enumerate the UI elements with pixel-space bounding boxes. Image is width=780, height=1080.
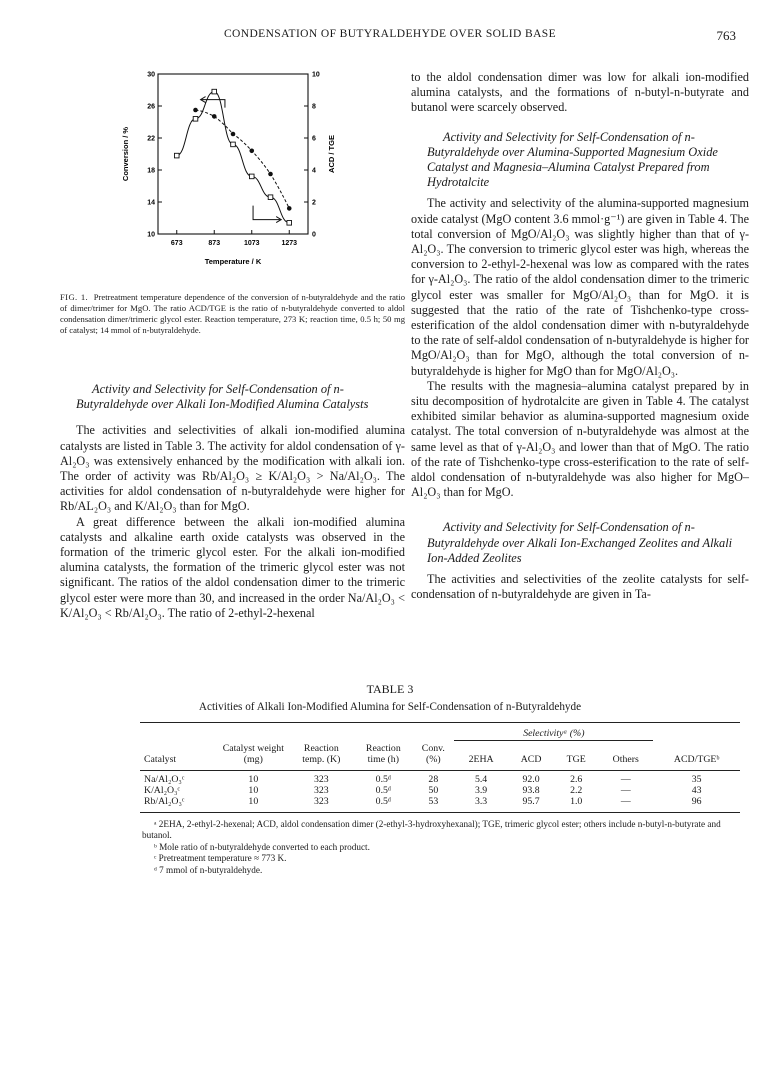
running-head: CONDENSATION OF BUTYRALDEHYDE OVER SOLID BASE — [223, 28, 556, 40]
table-cell: 323 — [313, 774, 329, 785]
table-3-grid — [140, 727, 740, 813]
column-header: Catalyst weight (mg) — [222, 743, 284, 765]
conversion-point — [231, 132, 236, 137]
paragraph: The results with the magnesia–alumina catalyst prepared by in situ decomposition of hydrotalcite are given in Table 4. The catalyst exhibited similar behavior as alumina-supported magnesium oxide catalyst. The total conversion of n-butyraldehyde was almost at the same level as that of γ-Al₂O₃ and lower than that of MgO. The ratio of the rate of Tishchenko-type cross-esterification to the rate of self-aldol condensation of n-butyraldehyde was also higher for MgO–Al₂O₃ than for MgO. — [411, 378, 749, 500]
caption-label: FIG. 1. — [60, 292, 89, 302]
y-left-tick-label: 18 — [147, 167, 155, 175]
table-cell: — — [620, 785, 631, 796]
table-cell: 92.0 — [522, 774, 540, 785]
page-header — [0, 28, 780, 48]
table-cell: 0.5ᵈ — [375, 774, 391, 785]
table-row — [140, 774, 740, 785]
column-header: ACD/TGEᵇ — [673, 754, 720, 765]
table-cell: 10 — [248, 796, 259, 807]
table-title: Activities of Alkali Ion-Modified Alumina for Self-Condensation of n-Butyraldehyde — [198, 701, 582, 713]
table-cell: 50 — [428, 785, 439, 796]
table-cell: 2.6 — [570, 774, 583, 785]
table-cell: 3.9 — [474, 785, 488, 796]
column-header: 2EHA — [468, 754, 494, 765]
table-cell: 1.0 — [570, 796, 583, 807]
left-column — [60, 382, 405, 621]
conversion-point — [268, 172, 273, 177]
table-row — [140, 785, 740, 796]
x-tick-label: 873 — [208, 240, 221, 247]
table-cell: 323 — [313, 785, 329, 796]
x-tick-label: 1273 — [281, 240, 298, 247]
right-column — [411, 70, 749, 603]
y-left-tick-label: 22 — [147, 135, 155, 143]
figure-1-chart — [112, 66, 362, 281]
footnote: ᵇ Mole ratio of n-butyraldehyde converted to each product. — [154, 841, 370, 852]
table-footnotes — [140, 819, 740, 877]
y-right-tick-label: 8 — [312, 103, 316, 111]
y-left-tick-label: 30 — [147, 71, 155, 79]
selectivity-header: Selectivityᵃ (%) — [523, 727, 585, 739]
section-heading-alkali-alumina: Activity and Selectivity for Self-Condensation of n-Butyraldehyde over Alkali Ion-Modified Alumina Catalysts — [76, 382, 369, 412]
y-right-axis-label: ACD / TGE — [327, 135, 336, 173]
column-header: Reaction temp. (K) — [302, 743, 341, 765]
y-left-axis-label: Conversion / % — [121, 126, 130, 182]
table-cell: 35 — [691, 774, 702, 785]
table-cell: 10 — [248, 785, 259, 796]
table-cell: 5.4 — [474, 774, 488, 785]
column-header: Others — [612, 754, 639, 765]
table-cell: 43 — [691, 785, 702, 796]
table-cell: 323 — [313, 796, 329, 807]
ratio-point — [268, 195, 273, 200]
footnote: ᵃ 2EHA, 2-ethyl-2-hexenal; ACD, aldol condensation dimer (2-ethyl-3-hydroxyhexanal); TGE, trimeric glycol ester; others include n-butyl-n-butyrate and butanol. — [142, 818, 721, 841]
ratio-point — [212, 89, 217, 94]
ratio-point — [287, 221, 292, 226]
conversion-point — [212, 114, 217, 119]
table-cell: 0.5ᵈ — [375, 785, 391, 796]
table-cell: — — [620, 774, 631, 785]
column-header: TGE — [566, 754, 586, 765]
conversion-point — [249, 149, 254, 154]
page-number: 763 — [716, 28, 736, 43]
footnote: ᵈ 7 mmol of n-butyraldehyde. — [154, 864, 263, 875]
caption-text: Pretreatment temperature dependence of the conversion of n-butyraldehyde and the ratio of dimer/trimer for MgO. The ratio ACD/TGE is the ratio of n-butyraldehyde converted to aldol condensation dimer/trimeric glycol ester. Reaction temperature, 273 K; reaction time, 0.5 h; 50 mg of catalyst; 14 mmol of n-butyraldehyde. — [60, 292, 405, 335]
paragraph: The activities and selectivities of the zeolite catalysts for self-condensation of n-butyraldehyde are given in Ta- — [411, 572, 749, 602]
table-cell: 0.5ᵈ — [375, 796, 391, 807]
y-left-tick-label: 10 — [147, 231, 155, 239]
column-header: Conv. (%) — [421, 743, 445, 765]
y-right-tick-label: 4 — [312, 167, 316, 175]
table-cell: 93.8 — [522, 785, 540, 796]
y-right-tick-label: 0 — [312, 231, 316, 239]
table-cell: Na/Al₂O₃ᶜ — [144, 774, 185, 785]
column-header: Reaction time (h) — [365, 743, 401, 765]
figure-caption — [60, 292, 405, 336]
table-cell: 95.7 — [522, 796, 540, 807]
table-row — [140, 796, 740, 807]
x-tick-label: 1073 — [243, 240, 260, 247]
ratio-point — [249, 174, 254, 179]
conversion-point — [287, 206, 292, 211]
table-cell: 10 — [248, 774, 259, 785]
table-cell: — — [620, 796, 631, 807]
table-cell: 3.3 — [474, 796, 488, 807]
table-label: TABLE 3 — [366, 682, 414, 696]
paragraph: A great difference between the alkali ion-modified alumina catalysts and alkaline earth oxide catalysts was observed in the formation of the trimeric glycol ester. For the alkali ion-modified alumina catalysts, the formation of the trimeric glycol ester was not significant. The ratios of the aldol condensation dimer to the trimeric glycol ester were more than 30, and increased in the order Na/Al₂O₃ < K/Al₂O₃ < Rb/Al₂O₃. The ratio of 2-ethyl-2-hexenal — [60, 514, 405, 620]
y-right-tick-label: 6 — [312, 135, 316, 143]
y-left-tick-label: 26 — [147, 103, 155, 111]
ratio-point — [231, 142, 236, 147]
table-cell: 53 — [428, 796, 439, 807]
x-axis-label: Temperature / K — [204, 257, 262, 266]
table-cell: 2.2 — [570, 785, 583, 796]
section-heading-mgo-alumina: Activity and Selectivity for Self-Condensation of n-Butyraldehyde over Alumina-Supported Magnesium Oxide Catalyst and Magnesia–Alumina Catalyst Prepared from Hydrotalcite — [427, 129, 718, 190]
table-3 — [140, 722, 740, 876]
paragraph: The activity and selectivity of the alumina-supported magnesium oxide catalyst (MgO content 3.6 mmol·g⁻¹) are given in Table 4. The total conversion of MgO/Al₂O₃ was slightly higher than that of γ-Al₂O₃. The conversion to trimeric glycol ester was high, whereas the conversion to 2-ethyl-2-hexenal was low as compared with the rates for γ-Al₂O₃. The ratio of the aldol condensation dimer to the trimeric glycol ester was smaller for MgO/Al₂O₃ than for MgO. it is suggested that the ratio of the rate of Tishchenko-type cross-esterification of the aldol condensation dimer with n-butyraldehyde to the rate of self-aldol condensation of n-butyraldehyde is higher for MgO/Al₂O₃ than for MgO, although the total conversion of n-butyraldehyde is higher for MgO than for MgO/Al₂O₃. — [411, 196, 749, 378]
table-cell: Rb/Al₂O₃ᶜ — [144, 796, 185, 807]
ratio-point — [174, 153, 179, 158]
column-header: ACD — [520, 754, 542, 765]
column-header: Catalyst — [144, 754, 177, 765]
paragraph: The activities and selectivities of alkali ion-modified alumina catalysts are listed in Table 3. The activity for aldol condensation of γ-Al₂O₃ was extensively enhanced by the modification with alkali ion. The order of activity was Rb/Al₂O₃ ≥ K/Al₂O₃ > Na/Al₂O₃. The activities for aldol condensation of n-butyraldehyde were higher for Rb/AL₂O₃ and K/Al₂O₃ than for MgO. — [60, 423, 405, 514]
section-heading-zeolites: Activity and Selectivity for Self-Condensation of n-Butyraldehyde over Alkali Ion-Exchanged Zeolites and Alkali Ion-Added Zeolites — [427, 520, 733, 565]
table-cell: 28 — [428, 774, 439, 785]
ratio-point — [193, 117, 198, 122]
chart-svg — [112, 66, 362, 281]
y-right-tick-label: 2 — [312, 199, 316, 207]
x-tick-label: 673 — [170, 240, 183, 247]
y-left-tick-label: 14 — [147, 199, 155, 207]
footnote: ᶜ Pretreatment temperature ≈ 773 K. — [154, 853, 287, 864]
conversion-point — [193, 108, 198, 113]
table-cell: K/Al₂O₃ᶜ — [144, 785, 181, 796]
table-cell: 96 — [691, 796, 702, 807]
paragraph: to the aldol condensation dimer was low for alkali ion-modified alumina catalysts, and the formations of n-butyl-n-butyrate and butanol were scarcely observed. — [411, 70, 749, 115]
y-right-tick-label: 10 — [312, 71, 320, 79]
